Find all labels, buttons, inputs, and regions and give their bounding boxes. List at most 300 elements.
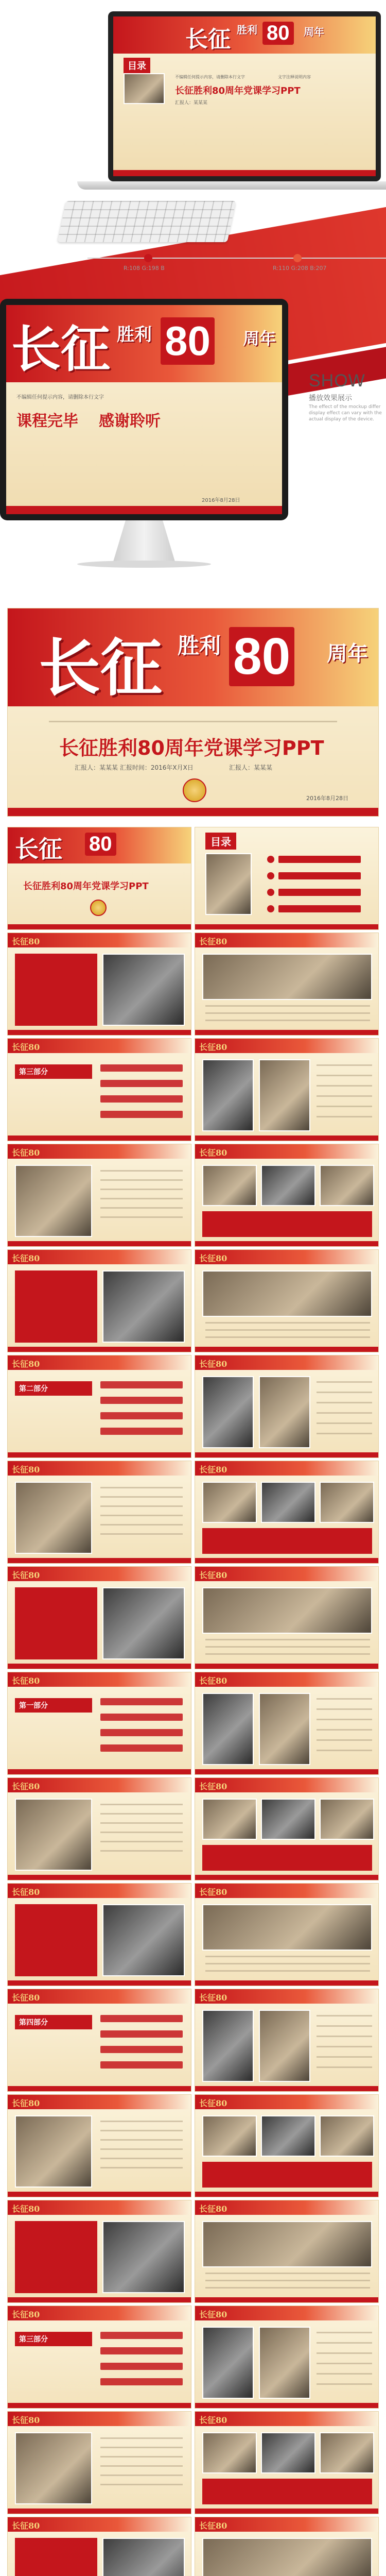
thumb-photo bbox=[261, 1165, 315, 1206]
thumb-footer bbox=[195, 1030, 378, 1035]
thumb-menu-bullet bbox=[267, 856, 274, 863]
cover-presenter-right: 汇报人：某某某 bbox=[229, 764, 273, 771]
thumb-footer bbox=[195, 1347, 378, 1352]
thumb-header-label: 长征80 bbox=[12, 2415, 40, 2425]
thumb-bullet-bar bbox=[100, 1095, 183, 1103]
cover-emblem bbox=[183, 778, 206, 802]
thumb-red-panel bbox=[15, 954, 97, 1026]
monitor-end-right: 感谢聆听 bbox=[99, 412, 161, 430]
laptop-tagline-left: 不编辑任何提示内容，请删除本行文字 bbox=[175, 75, 245, 79]
thumb-header-label: 长征80 bbox=[12, 1782, 40, 1791]
thumb-text-line bbox=[317, 1075, 372, 1076]
thumb-footer bbox=[195, 1664, 378, 1669]
thumb-footer bbox=[8, 2509, 191, 2514]
thumb-bullet-bar bbox=[100, 1744, 183, 1752]
thumb-bullet-bar bbox=[100, 2363, 183, 2370]
slide-thumbnail bbox=[195, 2517, 379, 2576]
thumb-photo bbox=[202, 2432, 257, 2473]
thumb-header-label: 长征80 bbox=[12, 937, 40, 946]
thumb-text-line bbox=[100, 2130, 183, 2131]
thumb-text-line bbox=[100, 2139, 183, 2141]
thumb-header-label: 长征80 bbox=[12, 1148, 40, 1158]
thumb-text-line bbox=[205, 2287, 370, 2289]
thumb-photo bbox=[102, 954, 185, 1026]
slide-thumbnail bbox=[195, 1355, 379, 1458]
thumb-text-line bbox=[317, 1064, 372, 1066]
timeline-dot-right bbox=[293, 254, 302, 262]
thumb-bullet-bar bbox=[100, 2378, 183, 2385]
thumb-photo bbox=[261, 2115, 315, 2157]
laptop-title-suffix: 周年 bbox=[304, 26, 324, 38]
thumb-bullet-bar bbox=[100, 1064, 183, 1072]
thumb-footer bbox=[8, 1452, 191, 1458]
thumb-text-line bbox=[317, 1698, 372, 1700]
thumb-text-line bbox=[100, 1524, 183, 1526]
thumb-header-label: 长征80 bbox=[199, 2415, 227, 2425]
thumb-text-line bbox=[100, 1804, 183, 1805]
show-subtitle: 播放效果展示 bbox=[309, 394, 352, 402]
timeline-dot-left bbox=[144, 254, 152, 262]
slide-thumbnail bbox=[195, 1777, 379, 1880]
thumb-footer bbox=[8, 1241, 191, 1246]
thumb-header-label: 长征80 bbox=[199, 1993, 227, 2003]
color-timeline bbox=[87, 258, 386, 272]
thumb-header-label: 长征80 bbox=[12, 2310, 40, 2319]
thumb-footer bbox=[8, 1875, 191, 1880]
monitor-title-number: 80 bbox=[161, 317, 215, 365]
thumb-footer bbox=[195, 2192, 378, 2197]
thumb-header-label: 长征80 bbox=[12, 1570, 40, 1580]
thumb-header-label: 长征80 bbox=[12, 1676, 40, 1686]
thumb-footer bbox=[8, 1136, 191, 1141]
thumb-menu-item bbox=[278, 856, 361, 863]
thumb-footer bbox=[8, 2192, 191, 2197]
monitor-end-left: 课程完毕 bbox=[16, 412, 78, 430]
thumb-footer bbox=[8, 1769, 191, 1774]
thumb-text-line bbox=[317, 2342, 372, 2344]
thumb-text-line bbox=[100, 2484, 183, 2485]
thumb-photo bbox=[320, 1482, 374, 1523]
thumb-text-line bbox=[317, 1750, 372, 1751]
thumb-text-line bbox=[205, 2273, 370, 2274]
thumb-footer bbox=[8, 2297, 191, 2302]
thumb-text-line bbox=[317, 2373, 372, 2375]
thumb-bullet-bar bbox=[100, 1397, 183, 1404]
thumb-photo bbox=[320, 2432, 374, 2473]
slide-thumbnail bbox=[195, 1249, 379, 1352]
slide-thumbnail bbox=[7, 1144, 191, 1247]
thumb-text-line bbox=[100, 2148, 183, 2150]
timeline-label-right: R:110 G:208 B:207 bbox=[273, 265, 327, 272]
thumb-text-line bbox=[205, 2280, 370, 2281]
thumb-photo bbox=[261, 1482, 315, 1523]
thumb-photo bbox=[261, 2432, 315, 2473]
thumb-text-line bbox=[317, 2363, 372, 2364]
thumb-text-line bbox=[317, 1085, 372, 1087]
thumb-bullet-bar bbox=[100, 2046, 183, 2053]
thumb-photo-large bbox=[15, 1799, 92, 1871]
cover-title-suffix: 周年 bbox=[327, 641, 368, 666]
thumb-menu-bullet bbox=[267, 872, 274, 879]
thumb-footer bbox=[8, 2086, 191, 2091]
thumb-red-panel bbox=[15, 2538, 97, 2576]
thumb-text-line bbox=[100, 1813, 183, 1815]
thumb-photo bbox=[259, 1059, 310, 1131]
thumb-text-line bbox=[100, 1505, 183, 1507]
monitor-title-sub: 胜利 bbox=[117, 325, 152, 345]
slide-thumbnail bbox=[7, 1883, 191, 1986]
slide-thumbnail bbox=[195, 1989, 379, 2092]
keyboard bbox=[57, 201, 236, 242]
thumb-bullet-bar bbox=[100, 1714, 183, 1721]
slide-thumbnail bbox=[7, 2094, 191, 2197]
thumb-text-line bbox=[317, 1106, 372, 1107]
thumb-header-label: 长征80 bbox=[199, 2204, 227, 2214]
slide-thumbnail bbox=[195, 2306, 379, 2409]
show-description: The effect of the mockup differ display effect can vary with the actual display of the device. bbox=[309, 404, 382, 422]
thumb-text-line bbox=[100, 2465, 183, 2467]
thumb-photo bbox=[202, 2327, 254, 2399]
thumb-text-line bbox=[205, 1322, 370, 1324]
thumb-photo-wide bbox=[202, 1587, 372, 1634]
monitor-slide-footer bbox=[6, 506, 282, 514]
thumb-footer bbox=[8, 1980, 191, 1986]
thumb-text-line bbox=[205, 1336, 370, 1338]
thumb-photo bbox=[102, 2538, 185, 2576]
thumb-header-label: 长征80 bbox=[12, 1359, 40, 1369]
thumb-text-line bbox=[100, 1216, 183, 1218]
cover-divider bbox=[49, 721, 337, 722]
laptop-soldier-photo bbox=[124, 73, 165, 104]
cover-slide bbox=[7, 608, 379, 817]
thumb-section-label: 第一部分 bbox=[19, 1702, 48, 1710]
thumb-header-label: 长征80 bbox=[12, 2521, 40, 2531]
thumb-bullet-bar bbox=[100, 2015, 183, 2022]
thumb-text-line bbox=[317, 2025, 372, 2027]
thumb-menu-item bbox=[278, 872, 361, 879]
thumb-text-line bbox=[100, 1533, 183, 1535]
thumb-footer bbox=[195, 1452, 378, 1458]
thumb-text-line bbox=[100, 1189, 183, 1190]
thumb-text-line bbox=[317, 2046, 372, 2047]
laptop-tagline-right: 文字注释说明内容 bbox=[278, 75, 311, 79]
thumb-text-line bbox=[100, 2447, 183, 2448]
thumb-menu-label: 目录 bbox=[205, 833, 236, 850]
thumb-menu-item bbox=[278, 889, 361, 896]
thumb-footer bbox=[8, 924, 191, 929]
slide-thumbnail bbox=[7, 827, 191, 930]
laptop-screen bbox=[108, 11, 381, 181]
thumb-header-label: 长征80 bbox=[199, 2521, 227, 2531]
monitor-screen bbox=[0, 299, 288, 520]
thumb-photo-large bbox=[15, 2432, 92, 2504]
thumb-footer bbox=[195, 1136, 378, 1141]
thumb-bullet-bar bbox=[100, 2332, 183, 2339]
show-title: SHOW bbox=[309, 371, 365, 391]
thumb-photo-large bbox=[15, 1482, 92, 1554]
thumb-text-line bbox=[100, 2167, 183, 2168]
thumb-text-line bbox=[205, 1329, 370, 1331]
thumb-header-label: 长征80 bbox=[199, 1676, 227, 1686]
slide-thumbnail bbox=[195, 827, 379, 930]
thumb-cover-number: 80 bbox=[85, 833, 116, 856]
cover-title-sub: 胜利 bbox=[178, 633, 221, 658]
thumb-header-label: 长征80 bbox=[199, 2098, 227, 2108]
thumb-text-line bbox=[100, 2437, 183, 2439]
thumb-text-line bbox=[100, 1832, 183, 1833]
thumb-bullet-bar bbox=[100, 1412, 183, 1419]
laptop-presenter: 汇报人：某某某 bbox=[175, 100, 208, 106]
slide-thumbnail bbox=[7, 1249, 191, 1352]
monitor-title-suffix: 周年 bbox=[243, 329, 276, 348]
monitor-date: 2016年8月28日 bbox=[202, 498, 240, 503]
thumb-footer bbox=[195, 1980, 378, 1986]
thumb-header-label: 长征80 bbox=[199, 1887, 227, 1897]
monitor-neck bbox=[113, 520, 175, 562]
thumb-text-line bbox=[317, 1412, 372, 1414]
laptop-base bbox=[77, 181, 386, 190]
thumb-text-line bbox=[317, 1433, 372, 1434]
slide-thumbnail bbox=[7, 2200, 191, 2303]
thumb-text-line bbox=[100, 1487, 183, 1488]
thumb-text-line bbox=[317, 2383, 372, 2385]
thumb-photo bbox=[202, 1799, 257, 1840]
thumb-header-label: 长征80 bbox=[199, 937, 227, 946]
thumb-header-label: 长征80 bbox=[12, 1993, 40, 2003]
thumb-footer bbox=[8, 1558, 191, 1563]
thumb-section-label: 第三部分 bbox=[19, 1068, 48, 1076]
thumb-text-line bbox=[205, 1963, 370, 1964]
thumb-red-panel bbox=[15, 1904, 97, 1976]
thumb-footer bbox=[8, 1664, 191, 1669]
monitor-tagline: 不编辑任何提示内容，请删除本行文字 bbox=[16, 395, 104, 400]
thumb-photo bbox=[320, 1165, 374, 1206]
thumb-text-line bbox=[205, 1653, 370, 1655]
thumb-text-line bbox=[317, 2036, 372, 2037]
thumb-text-line bbox=[317, 2352, 372, 2354]
thumb-bullet-bar bbox=[100, 1381, 183, 1388]
thumb-photo bbox=[102, 1587, 185, 1659]
thumb-header-label: 长征80 bbox=[199, 1570, 227, 1580]
thumb-photo bbox=[202, 1165, 257, 1206]
laptop-menu-label: 目录 bbox=[124, 58, 150, 73]
cover-title-number: 80 bbox=[229, 627, 294, 686]
thumb-photo bbox=[202, 1376, 254, 1448]
thumb-footer bbox=[195, 2086, 378, 2091]
thumb-bullet-bar bbox=[100, 1698, 183, 1705]
thumb-text-line bbox=[317, 2332, 372, 2333]
thumb-text-line bbox=[317, 1402, 372, 1403]
cover-footer bbox=[8, 808, 378, 816]
slide-thumbnail bbox=[195, 1883, 379, 1986]
thumb-header-label: 长征80 bbox=[12, 2204, 40, 2214]
thumb-text-line bbox=[100, 1170, 183, 1172]
thumb-text-line bbox=[100, 2456, 183, 2458]
laptop-slide-footer bbox=[113, 170, 376, 176]
laptop-title-main: 长征 bbox=[185, 26, 231, 53]
thumb-text-line bbox=[100, 1198, 183, 1199]
thumb-photo bbox=[259, 1376, 310, 1448]
thumb-photo-large bbox=[15, 2115, 92, 2188]
thumb-red-panel bbox=[202, 2162, 372, 2188]
thumb-text-line bbox=[317, 1381, 372, 1383]
thumb-photo bbox=[102, 2221, 185, 2293]
thumb-header-label: 长征80 bbox=[12, 1253, 40, 1263]
thumb-text-line bbox=[317, 2066, 372, 2068]
thumb-photo bbox=[261, 1799, 315, 1840]
monitor-title-main: 长征 bbox=[11, 320, 110, 378]
thumb-bullet-bar bbox=[100, 1729, 183, 1736]
slide-thumbnail bbox=[195, 2094, 379, 2197]
thumb-bullet-bar bbox=[100, 2347, 183, 2354]
thumb-header-label: 长征80 bbox=[12, 2098, 40, 2108]
thumb-header-label: 长征80 bbox=[199, 1042, 227, 1052]
slide-thumbnail bbox=[7, 1989, 191, 2092]
thumb-text-line bbox=[100, 2158, 183, 2159]
thumb-red-panel bbox=[15, 2221, 97, 2293]
thumb-photo bbox=[102, 1904, 185, 1976]
thumb-photo bbox=[259, 1693, 310, 1765]
thumb-bullet-bar bbox=[100, 2030, 183, 2038]
slide-thumbnail bbox=[7, 933, 191, 1036]
thumb-photo-wide bbox=[202, 1904, 372, 1951]
monitor-slide bbox=[6, 305, 282, 514]
slide-thumbnail bbox=[7, 2517, 191, 2576]
thumb-header-label: 长征80 bbox=[199, 1148, 227, 1158]
monitor-foot bbox=[77, 561, 211, 568]
thumb-bullet-bar bbox=[100, 2061, 183, 2069]
slide-thumbnail bbox=[7, 1777, 191, 1880]
thumb-text-line bbox=[100, 1822, 183, 1824]
thumb-red-panel bbox=[202, 2479, 372, 2504]
slide-thumbnail bbox=[7, 2306, 191, 2409]
thumb-text-line bbox=[205, 1639, 370, 1640]
slide-thumbnail bbox=[7, 1566, 191, 1669]
slide-thumbnail bbox=[7, 1038, 191, 1141]
slide-thumbnail bbox=[195, 1566, 379, 1669]
thumb-header-label: 长征80 bbox=[12, 1042, 40, 1052]
thumb-text-line bbox=[100, 1179, 183, 1181]
slide-thumbnail bbox=[195, 1144, 379, 1247]
thumb-footer bbox=[8, 1030, 191, 1035]
laptop-subtitle: 长征胜利80周年党课学习PPT bbox=[175, 86, 301, 96]
thumb-section-label: 第三部分 bbox=[19, 2335, 48, 2344]
thumb-text-line bbox=[317, 1392, 372, 1393]
thumb-photo-wide bbox=[202, 2221, 372, 2267]
thumb-footer bbox=[195, 1875, 378, 1880]
slide-thumbnail bbox=[195, 2200, 379, 2303]
thumb-menu-bullet bbox=[267, 889, 274, 896]
thumb-header-label: 长征80 bbox=[12, 1465, 40, 1475]
thumb-section-label: 第二部分 bbox=[19, 1385, 48, 1393]
thumb-text-line bbox=[317, 2056, 372, 2058]
thumb-red-panel bbox=[202, 1845, 372, 1871]
timeline-label-left: R:108 G:198 B bbox=[124, 265, 165, 272]
thumb-cover-subtitle: 长征胜利80周年党课学习PPT bbox=[23, 881, 149, 892]
thumb-footer bbox=[195, 1558, 378, 1563]
thumb-bullet-bar bbox=[100, 1080, 183, 1087]
thumb-text-line bbox=[317, 1729, 372, 1731]
thumb-menu-item bbox=[278, 905, 361, 912]
cover-presenter-left: 汇报人：某某某 汇报时间：2016年X月X日 bbox=[75, 764, 194, 771]
slide-thumbnail bbox=[195, 2411, 379, 2514]
slide-thumbnail bbox=[195, 1038, 379, 1141]
thumb-text-line bbox=[317, 1116, 372, 1117]
thumb-text-line bbox=[100, 1496, 183, 1498]
thumb-header-label: 长征80 bbox=[199, 1253, 227, 1263]
thumb-text-line bbox=[317, 1719, 372, 1720]
slide-thumbnail bbox=[195, 1672, 379, 1775]
thumb-text-line bbox=[100, 1850, 183, 1852]
thumb-text-line bbox=[205, 1646, 370, 1648]
thumb-footer bbox=[195, 1769, 378, 1774]
thumb-text-line bbox=[100, 1515, 183, 1516]
thumb-bullet-bar bbox=[100, 1428, 183, 1435]
thumb-photo bbox=[102, 1270, 185, 1343]
thumb-photo bbox=[259, 2327, 310, 2399]
cover-subtitle: 长征胜利80周年党课学习PPT bbox=[59, 737, 324, 759]
thumb-text-line bbox=[100, 2475, 183, 2476]
thumb-footer bbox=[195, 2403, 378, 2408]
slide-thumbnail bbox=[195, 1461, 379, 1564]
thumb-red-panel bbox=[15, 1270, 97, 1343]
thumb-text-line bbox=[205, 1005, 370, 1007]
thumb-photo-wide bbox=[202, 2538, 372, 2576]
thumb-text-line bbox=[317, 1708, 372, 1710]
thumb-text-line bbox=[100, 1207, 183, 1209]
thumb-text-line bbox=[205, 1970, 370, 1972]
thumb-header-label: 长征80 bbox=[199, 1465, 227, 1475]
thumb-photo bbox=[320, 1799, 374, 1840]
thumb-header-label: 长征80 bbox=[12, 1887, 40, 1897]
laptop-title-number: 80 bbox=[262, 22, 294, 45]
cover-title-main: 长征 bbox=[39, 632, 162, 704]
thumb-photo bbox=[202, 1059, 254, 1131]
thumb-photo bbox=[202, 1482, 257, 1523]
slide-thumbnail bbox=[7, 1355, 191, 1458]
thumb-menu-photo bbox=[205, 853, 252, 915]
thumb-photo-large bbox=[15, 1165, 92, 1237]
thumb-text-line bbox=[317, 1422, 372, 1424]
cover-date: 2016年8月28日 bbox=[306, 795, 348, 802]
thumb-footer bbox=[8, 1347, 191, 1352]
slide-thumbnail bbox=[195, 933, 379, 1036]
slide-thumbnail bbox=[7, 2411, 191, 2514]
thumb-header-label: 长征80 bbox=[199, 1782, 227, 1791]
thumb-red-panel bbox=[202, 1528, 372, 1554]
slide-thumbnail bbox=[7, 1672, 191, 1775]
slide-thumbnail bbox=[7, 1461, 191, 1564]
thumb-text-line bbox=[317, 1739, 372, 1741]
laptop-title-sub: 胜利 bbox=[237, 24, 257, 36]
thumb-text-line bbox=[205, 1956, 370, 1957]
thumb-bullet-bar bbox=[100, 1111, 183, 1118]
thumb-footer bbox=[195, 1241, 378, 1246]
thumb-photo bbox=[320, 2115, 374, 2157]
thumb-footer bbox=[195, 2297, 378, 2302]
thumb-photo-wide bbox=[202, 954, 372, 1000]
hero-mockup bbox=[0, 0, 386, 592]
thumb-section-label: 第四部分 bbox=[19, 2019, 48, 2027]
thumb-text-line bbox=[317, 1095, 372, 1097]
thumb-text-line bbox=[100, 2121, 183, 2122]
thumb-red-panel bbox=[202, 1211, 372, 1237]
thumb-text-line bbox=[100, 1841, 183, 1842]
thumb-photo-wide bbox=[202, 1270, 372, 1317]
thumb-text-line bbox=[317, 2015, 372, 2016]
thumb-cover-title: 长征 bbox=[15, 835, 62, 863]
thumb-photo bbox=[202, 2010, 254, 2082]
